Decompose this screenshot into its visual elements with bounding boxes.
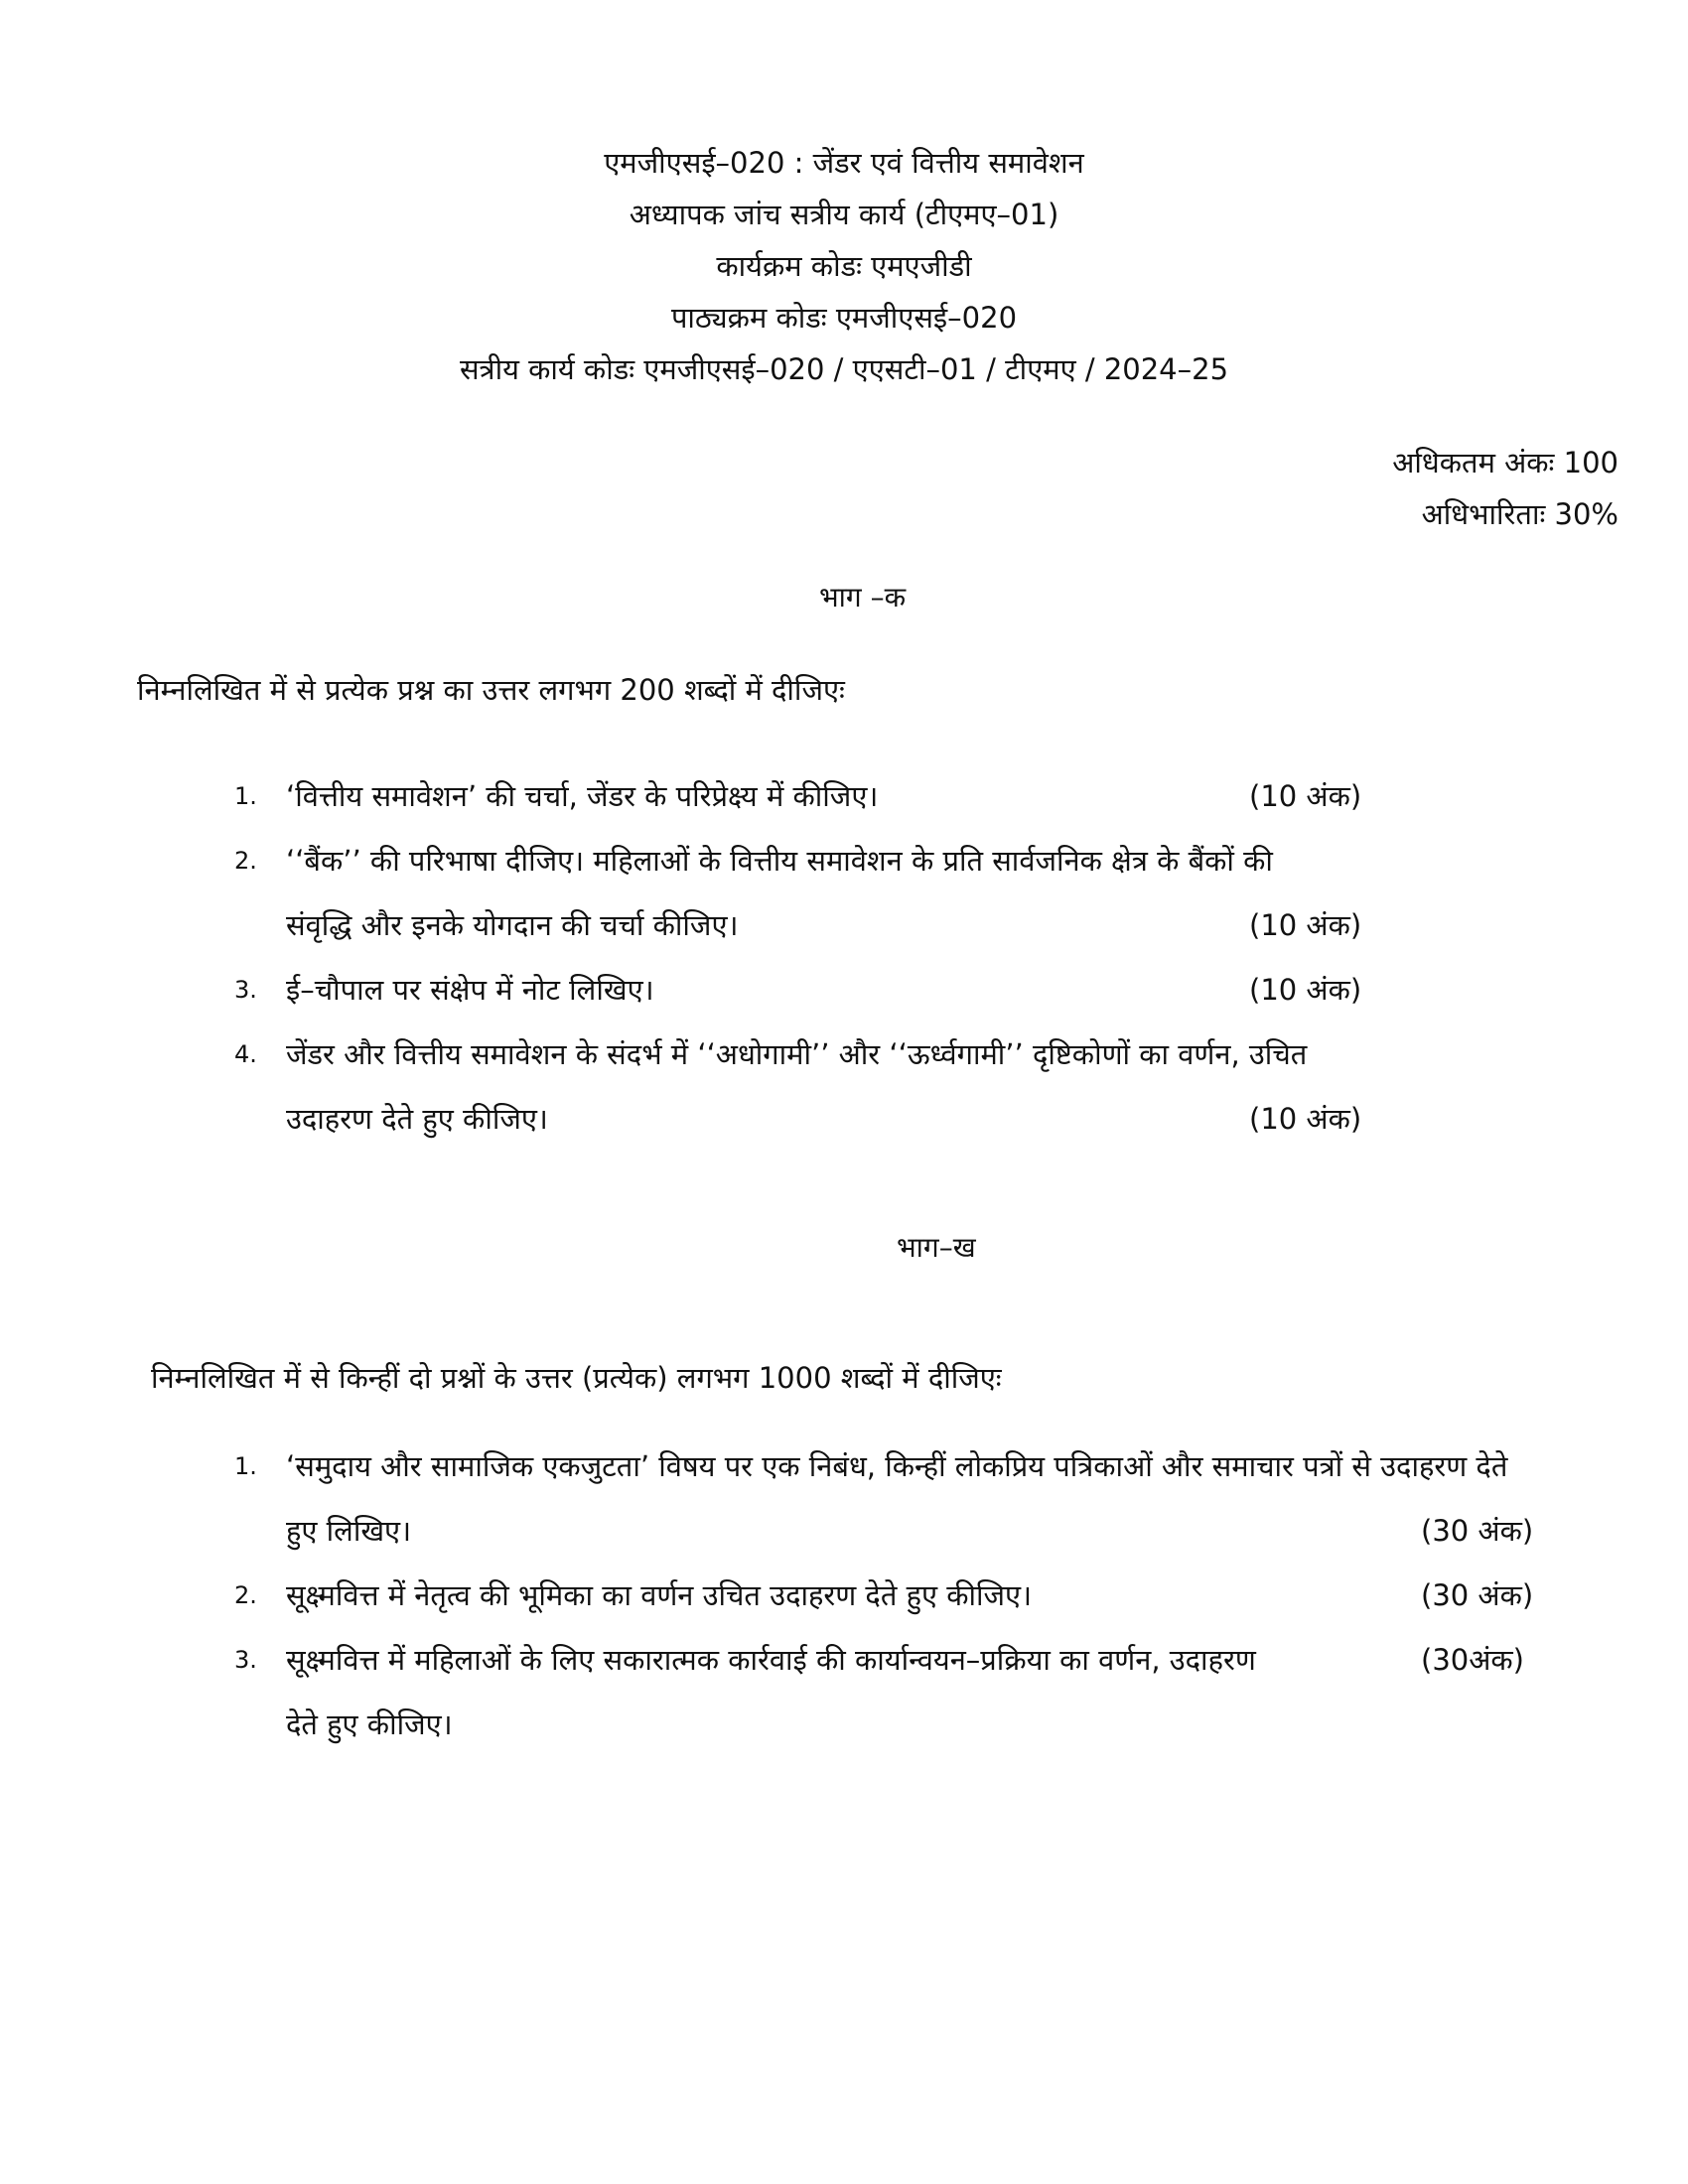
question-number: 3. — [234, 976, 257, 1004]
question-text-continued: हुए लिखिए। — [286, 1514, 412, 1548]
question-text: जेंडर और वित्तीय समावेशन के संदर्भ में ‘‘अधोगामी’’ और ‘‘ऊर्ध्वगामी’’ दृष्टिकोणों का वर्णन, उचित — [286, 1037, 1308, 1071]
question-marks: (30 अंक) — [1421, 1514, 1534, 1548]
question-text: ‘वित्तीय समावेशन’ की चर्चा, जेंडर के परिप्रेक्ष्य में कीजिए। — [286, 779, 879, 813]
question-marks: (30अंक) — [1421, 1643, 1524, 1677]
assignment-code: सत्रीय कार्य कोडः एमजीएसई–020 / एएसटी–01 / टीएमए / 2024–25 — [459, 352, 1229, 386]
question-marks: (10 अंक) — [1249, 973, 1362, 1007]
question-number: 2. — [234, 1581, 257, 1609]
question-text-continued: संवृद्धि और इनके योगदान की चर्चा कीजिए। — [286, 908, 739, 942]
part-a-question-2 — [234, 829, 1426, 958]
weightage: अधिभारिताः 30% — [1421, 497, 1618, 531]
question-text-continued: देते हुए कीजिए। — [286, 1707, 453, 1741]
question-text: सूक्ष्मवित्त में महिलाओं के लिए सकारात्मक कार्रवाई की कार्यान्वयन–प्रक्रिया का वर्णन, उदाहरण — [286, 1643, 1256, 1677]
part-a-title: भाग –क — [819, 581, 907, 614]
marks-info — [1392, 437, 1618, 540]
document-header — [0, 137, 1688, 395]
part-b-title: भाग–ख — [897, 1231, 976, 1264]
question-marks: (10 अंक) — [1249, 779, 1362, 813]
question-text: ‘‘बैंक’’ की परिभाषा दीजिए। महिलाओं के वित्तीय समावेशन के प्रति सार्वजनिक क्षेत्र के बैंकों की — [286, 844, 1273, 878]
question-number: 4. — [234, 1040, 257, 1068]
part-a-question-3 — [234, 958, 1426, 1023]
question-text: ‘समुदाय और सामाजिक एकजुटता’ विषय पर एक निबंध, किन्हीं लोकप्रिय पत्रिकाओं और समाचार पत्रों से उदाहरण देते — [286, 1449, 1508, 1483]
part-b-question-3 — [234, 1628, 1624, 1757]
question-marks: (10 अंक) — [1249, 908, 1362, 942]
question-number: 3. — [234, 1646, 257, 1674]
maximum-marks: अधिकतम अंकः 100 — [1392, 446, 1618, 479]
part-b-instruction: निम्नलिखित में से किन्हीं दो प्रश्नों के उत्तर (प्रत्येक) लगभग 1000 शब्दों में दीजिएः — [151, 1361, 1002, 1395]
assignment-title: अध्यापक जांच सत्रीय कार्य (टीएमए–01) — [629, 198, 1059, 231]
question-marks: (30 अंक) — [1421, 1578, 1534, 1612]
course-code: पाठ्यक्रम कोडः एमजीएसई–020 — [670, 301, 1018, 335]
question-text: ई–चौपाल पर संक्षेप में नोट लिखिए। — [286, 973, 654, 1007]
part-a-question-1 — [234, 764, 1426, 829]
part-a-question-4 — [234, 1023, 1426, 1152]
part-b-question-2 — [234, 1564, 1624, 1628]
question-marks: (10 अंक) — [1249, 1102, 1362, 1136]
course-title: एमजीएसई–020 : जेंडर एवं वित्तीय समावेशन — [604, 146, 1084, 180]
part-b-question-1 — [234, 1434, 1624, 1564]
question-number: 2. — [234, 847, 257, 875]
question-number: 1. — [234, 1452, 257, 1480]
question-number: 1. — [234, 782, 257, 810]
question-text: सूक्ष्मवित्त में नेतृत्व की भूमिका का वर्णन उचित उदाहरण देते हुए कीजिए। — [286, 1578, 1033, 1612]
part-a-instruction: निम्नलिखित में से प्रत्येक प्रश्न का उत्तर लगभग 200 शब्दों में दीजिएः — [137, 673, 845, 707]
question-text-continued: उदाहरण देते हुए कीजिए। — [286, 1102, 548, 1136]
programme-code: कार्यक्रम कोडः एमएजीडी — [716, 249, 972, 283]
